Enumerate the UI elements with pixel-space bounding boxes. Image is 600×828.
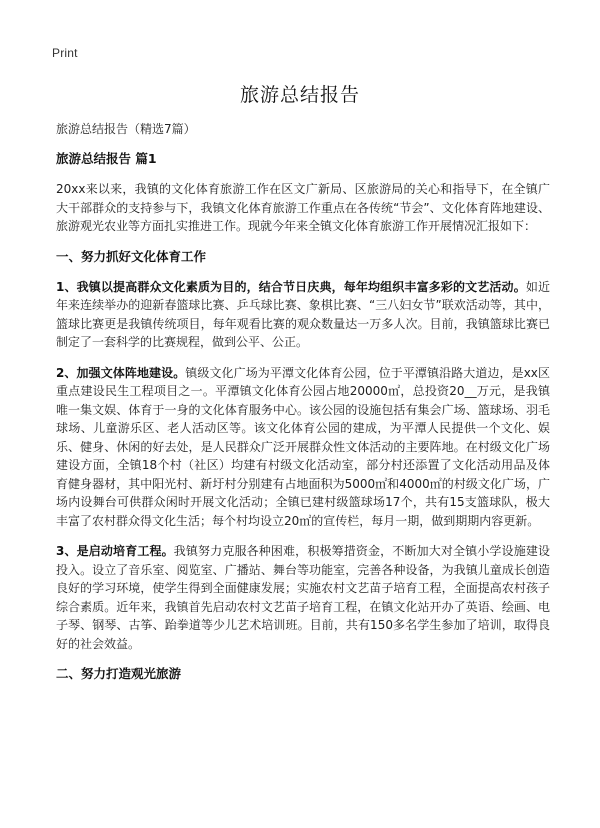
paragraph-item-1-body: 如近年来连续举办的迎新春篮球比赛、乒乓球比赛、象棋比赛、“三八妇女节”联欢活动等，其中，篮球比赛更是我镇传统项目，每年观看比赛的观众数量达一万多人次。目前，我镇篮球比赛已制定了一套科学的比赛规程，做到公平、公正。 [56,279,550,349]
paragraph-item-1 [56,278,550,352]
paragraph-item-3 [56,542,550,653]
paragraph-item-2-body: 镇级文化广场为平潭文化体育公园，位于平潭镇沿路大道边，是xx区重点建设民生工程项目之一。平潭镇文化体育公园占地20000㎡，总投资20__万元，是我镇唯一集文娱、体育于一身的文化体育服务中心。该公园的设施包括有集会广场、篮球场、羽毛球场、儿童游乐区、老人活动区等。该文化体育公园的建成，为平潭人民提供一个文化、娱乐、健身、休闲的好去处，是人民群众广泛开展群众性文体活动的主要阵地。在村级文化广场建设方面，全镇18个村（社区）均建有村级文化活动室，部分村还添置了文化活动用品及体育健身器材，其中阳光村、新圩村分别建有占地面积为5000㎡和4000㎡的村级文化广场，广场内设舞台可供群众闲时开展文化活动；全镇已建村级篮球场17个，共有15支篮球队，极大丰富了农村群众得文化生活；每个村均设立20㎡的宣传栏，每月一期，做到期期内容更新。 [56,365,550,528]
document-subtitle: 旅游总结报告（精选7篇） [56,122,196,136]
article-heading: 旅游总结报告 篇1 [56,151,157,166]
section-heading-culture-sports: 一、努力抓好文化体育工作 [56,248,207,264]
paragraph-item-2-lead: 2、加强文体阵地建设。 [56,365,186,380]
paragraph-item-1-lead: 1、我镇以提高群众文化素质为目的，结合节日庆典，每年均组织丰富多彩的文艺活动。 [56,279,526,294]
section-heading-tourism: 二、努力打造观光旅游 [56,666,182,681]
intro-paragraph: 20xx来以来，我镇的文化体育旅游工作在区文广新局、区旅游局的关心和指导下，在全镇广大干部群众的支持参与下，我镇文化体育旅游工作重点在各传统“节会”、文化体育阵地建设、旅游观光农业等方面扎实推进工作。现就今年来全镇文化体育旅游工作开展情况汇报如下： [56,182,550,233]
paragraph-item-3-lead: 3、是启动培育工程。 [56,544,174,558]
print-label: Print [52,46,78,60]
document-title: 旅游总结报告 [239,84,360,106]
document-body [56,120,550,695]
paragraph-item-2 [56,364,550,531]
paragraph-item-3-body: 我镇努力克服各种困难，积极筹措资金，不断加大对全镇小学设施建设投入。设立了音乐室、阅览室、广播站、舞台等功能室，完善各种设备，为我镇儿童成长创造良好的学习环境，使学生得到全面健康发展；实施农村文艺苗子培育工程，全面提高农村孩子综合素质。近年来，我镇首先启动农村文艺苗子培育工程，在镇文化站开办了英语、绘画、电子琴、钢琴、古筝、跆拳道等少儿艺术培训班。目前，共有150多名学生参加了培训，取得良好的社会效益。 [56,544,550,651]
